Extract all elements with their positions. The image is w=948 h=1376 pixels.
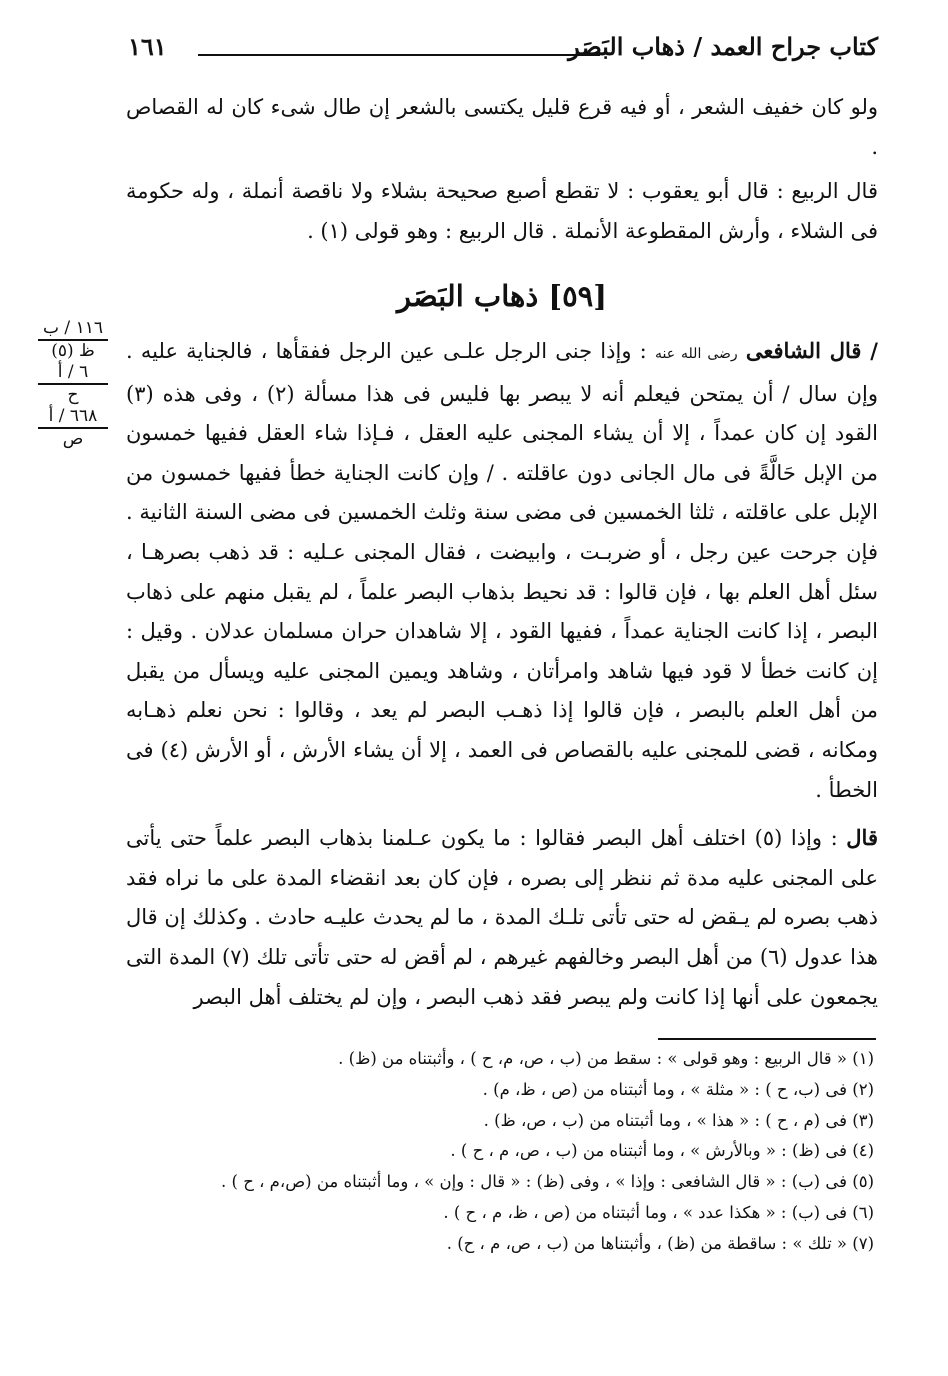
intro-paragraph-2: قال الربيع : قال أبو يعقوب : لا تقطع أصبع صحيحة بشلاء ولا ناقصة أنملة ، وله حكومة فى الشلاء ، وأرش المقطوعة الأنملة . قال الربيع : وهو قولى (١) . bbox=[126, 179, 878, 243]
footnotes bbox=[126, 1044, 874, 1260]
paragraph-1 bbox=[126, 331, 878, 810]
section-title: [٥٩] ذهاب البَصَر bbox=[397, 279, 607, 313]
header-rule bbox=[198, 54, 600, 56]
margin-note: ح bbox=[67, 385, 79, 405]
margin-note: ظ (٥) bbox=[51, 341, 95, 361]
footnote: (٢) فى (ب، ح ) : « مثلة » ، وما أثبتناه من (ص ، ظ، م) . bbox=[482, 1079, 874, 1099]
paragraph-2 bbox=[126, 818, 878, 1017]
margin-note: ١١٦ / ب bbox=[38, 318, 108, 341]
intro-text bbox=[126, 88, 878, 251]
intro-paragraph-1: ولو كان خفيف الشعر ، أو فيه قرع قليل يكتسى بالشعر إن طال شىء كان له القصاص . bbox=[126, 95, 878, 159]
footnote-rule bbox=[658, 1038, 876, 1040]
margin-note: ٦ / أ bbox=[38, 362, 108, 385]
honorific-glyph: رضى الله عنه bbox=[654, 346, 738, 362]
main-text bbox=[126, 331, 878, 1017]
paragraph-2-text: : وإذا (٥) اختلف أهل البصر فقالوا : ما يكون عـلمنا بذهاب البصر علماً حتى يأتى على المجنى عليه مدة ثم ننظر إلى بصره ، فإن كان بعد انقضاء المدة على ما نراه فقد ذهب بصره لم يـقض له حتى تأتى تلـك المدة ، ما لم يحدث عليـه حادث . وكذلك إن قال هذا عدول (٦) من أهل البصر وخالفهم غيرهم ، لم أقض له حتى تأتى تلك (٧) المدة التى يجمعون على أنها إذا كانت ولم يبصر فقد ذهب البصر ، وإن لم يختلف أهل البصر bbox=[126, 826, 878, 1009]
footnote: (٣) فى (م ، ح ) : « هذا » ، وما أثبتناه من (ب ، ص، ظ) . bbox=[483, 1110, 874, 1130]
footnote: (١) « قال الربيع : وهو قولى » : سقط من (ب ، ص، م، ح ) ، وأثبتناه من (ظ) . bbox=[338, 1049, 874, 1068]
margin-manuscript-notes bbox=[26, 318, 120, 450]
margin-note: ص bbox=[62, 429, 84, 449]
paragraph-1-text: : وإذا جنى الرجل علـى عين الرجل ففقأها ، فالجناية عليه . وإن سال / أن يمتحن فيعلم أنه لا يبصر بها فليس فى هذا مسألة (٢) ، وفى هذه (٣) القود إن كان عمداً ، إلا أن يشاء المجنى عليه العقل ، فـإذا شاء العقل ففيها خمسون من الإبل حَالَّةً فى مال الجانى دون عاقلته . / وإن كانت الجناية خطأ ففيها خمسون من الإبل على عاقلته ، ثلثا الخمسين فى مضى سنة وثلث الخمسين فى مضى السنة الثانية . فإن جرحت عين رجل ، أو ضربـت ، وابيضت ، فقال المجنى عـليه : قد ذهب بصرهـا ، سئل أهل العلم بها ، فإن قالوا : قد نحيط بذهاب البصر علماً ، لم يقبل منهم على ذهاب البصر ، إذا كانت الجناية عمداً ، ففيها القود ، إلا شاهدان حران مسلمان عدلان . وقيل : إن كانت خطأ لا قود فيها شاهد وامرأتان ، وشاهد ويمين المجنى عليه ويسأل من يقبل من أهل العلم بالبصر ، فإن قالوا إذا ذهـب البصر لم يعد ، وقالوا : نحن نعلم ذهـابه ومكانه ، قضى للمجنى عليه بالقصاص فى العمد ، إلا أن يشاء الأرش ، أو الأرش (٤) فى الخطأ . bbox=[126, 339, 878, 802]
footnote: (٥) فى (ب) : « قال الشافعى : وإذا » ، وفى (ظ) : « قال : وإن » ، وما أثبتناه من (ص،م ، ح ) . bbox=[221, 1172, 874, 1192]
paragraph-2-lead: قال bbox=[846, 825, 878, 851]
paragraph-1-lead: / قال الشافعى bbox=[745, 338, 878, 363]
margin-note: ٦٦٨ / أ bbox=[38, 406, 108, 429]
page-number: ١٦١ bbox=[128, 32, 167, 61]
running-header bbox=[128, 32, 878, 72]
footnote: (٧) « تلك » : ساقطة من (ظ) ، وأثبتناها من (ب ، ص، م ، ح) . bbox=[446, 1233, 874, 1253]
header-title: كتاب جراح العمد / ذهاب البَصَر bbox=[568, 32, 878, 61]
footnote: (٦) فى (ب) : « هكذا عدد » ، وما أثبتناه من (ص ، ظ، م ، ح ) . bbox=[443, 1202, 874, 1222]
footnote: (٤) فى (ظ) : « وبالأرش » ، وما أثبتناه من (ب ، ص، م ، ح ) . bbox=[450, 1141, 874, 1161]
